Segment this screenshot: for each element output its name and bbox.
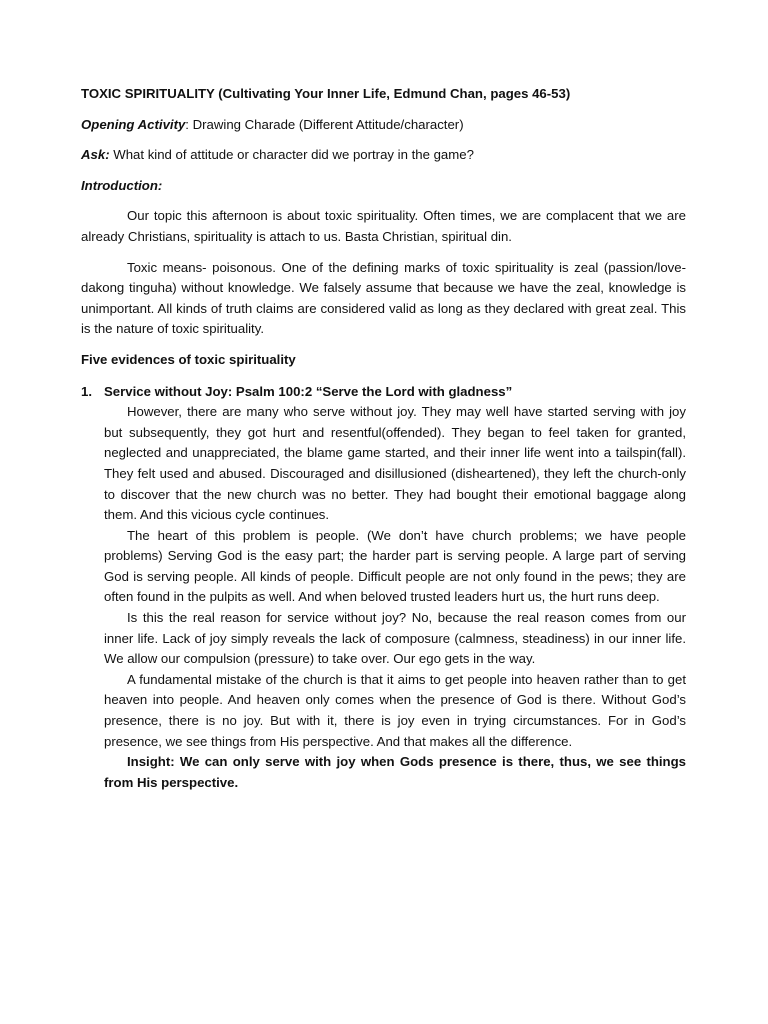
opening-activity-label: Opening Activity (81, 116, 186, 132)
opening-activity (81, 115, 686, 136)
item-paragraph-4: A fundamental mistake of the church is that it aims to get people into heaven rather than to get heaven into people. And heaven only comes when the presence of God is there. Without God’s presence, there is no joy. But with it, there is joy even in trying circumstances. For in God’s presence, we see things from His perspective. And that makes all the difference. (104, 671, 686, 749)
item-paragraph-3: Is this the real reason for service without joy? No, because the real reason comes from our inner life. Lack of joy simply reveals the lack of composure (calmness, steadiness) in our inner life. We allow our compulsion (pressure) to take over. Our ego gets in the way. (104, 610, 686, 667)
list-item-1 (81, 382, 686, 794)
ask-label: Ask: (81, 147, 110, 163)
intro-paragraph-1: Our topic this afternoon is about toxic spirituality. Often times, we are complacent that we are already Christians, spirituality is attach to us. Basta Christian, spiritual din. (81, 208, 686, 244)
item-paragraph-2: The heart of this problem is people. (We don’t have church problems; we have people problems) Serving God is the easy part; the harder part is serving people. A large part of serving God is serving people. All kinds of people. Difficult people are not only found in the pews; they are often found in the pulpits as well. And when beloved trusted leaders hurt us, the hurt runs deep. (104, 527, 686, 605)
list-item-title: Service without Joy: Psalm 100:2 “Serve the Lord with gladness” (104, 383, 513, 399)
document-page (81, 84, 686, 793)
ask-text: What kind of attitude or character did we portray in the game? (109, 147, 474, 163)
intro-paragraph-2: Toxic means- poisonous. One of the defining marks of toxic spirituality is zeal (passion/love- dakong tinguha) without knowledge. We falsely assume that because we have the zeal, knowledge is unimportant. All kinds of truth claims are considered valid as long as they declared with great zeal. This is the nature of toxic spirituality. (81, 259, 686, 337)
list-item-number: 1. (81, 383, 92, 399)
document-title: TOXIC SPIRITUALITY (Cultivating Your Inner Life, Edmund Chan, pages 46-53) (81, 86, 571, 101)
item-paragraph-1: However, there are many who serve without joy. They may well have started serving with joy but subsequently, they got hurt and resentful(offended). They began to feel taken for granted, neglected and unappreciated, the blame game started, and their inner life went into a tailspin(fall). They felt used and abused. Discouraged and disillusioned (disheartened), they left the church-only to discover that the new church was no better. They had bought their emotional baggage along them. And this vicious cycle continues. (104, 404, 686, 523)
ask-line (81, 145, 686, 166)
insight-paragraph: Insight: We can only serve with joy when Gods presence is there, thus, we see things from His perspective. (104, 754, 686, 790)
opening-activity-text: : Drawing Charade (Different Attitude/character) (185, 116, 464, 132)
evidences-heading: Five evidences of toxic spirituality (81, 351, 296, 367)
introduction-label: Introduction: (81, 177, 163, 193)
